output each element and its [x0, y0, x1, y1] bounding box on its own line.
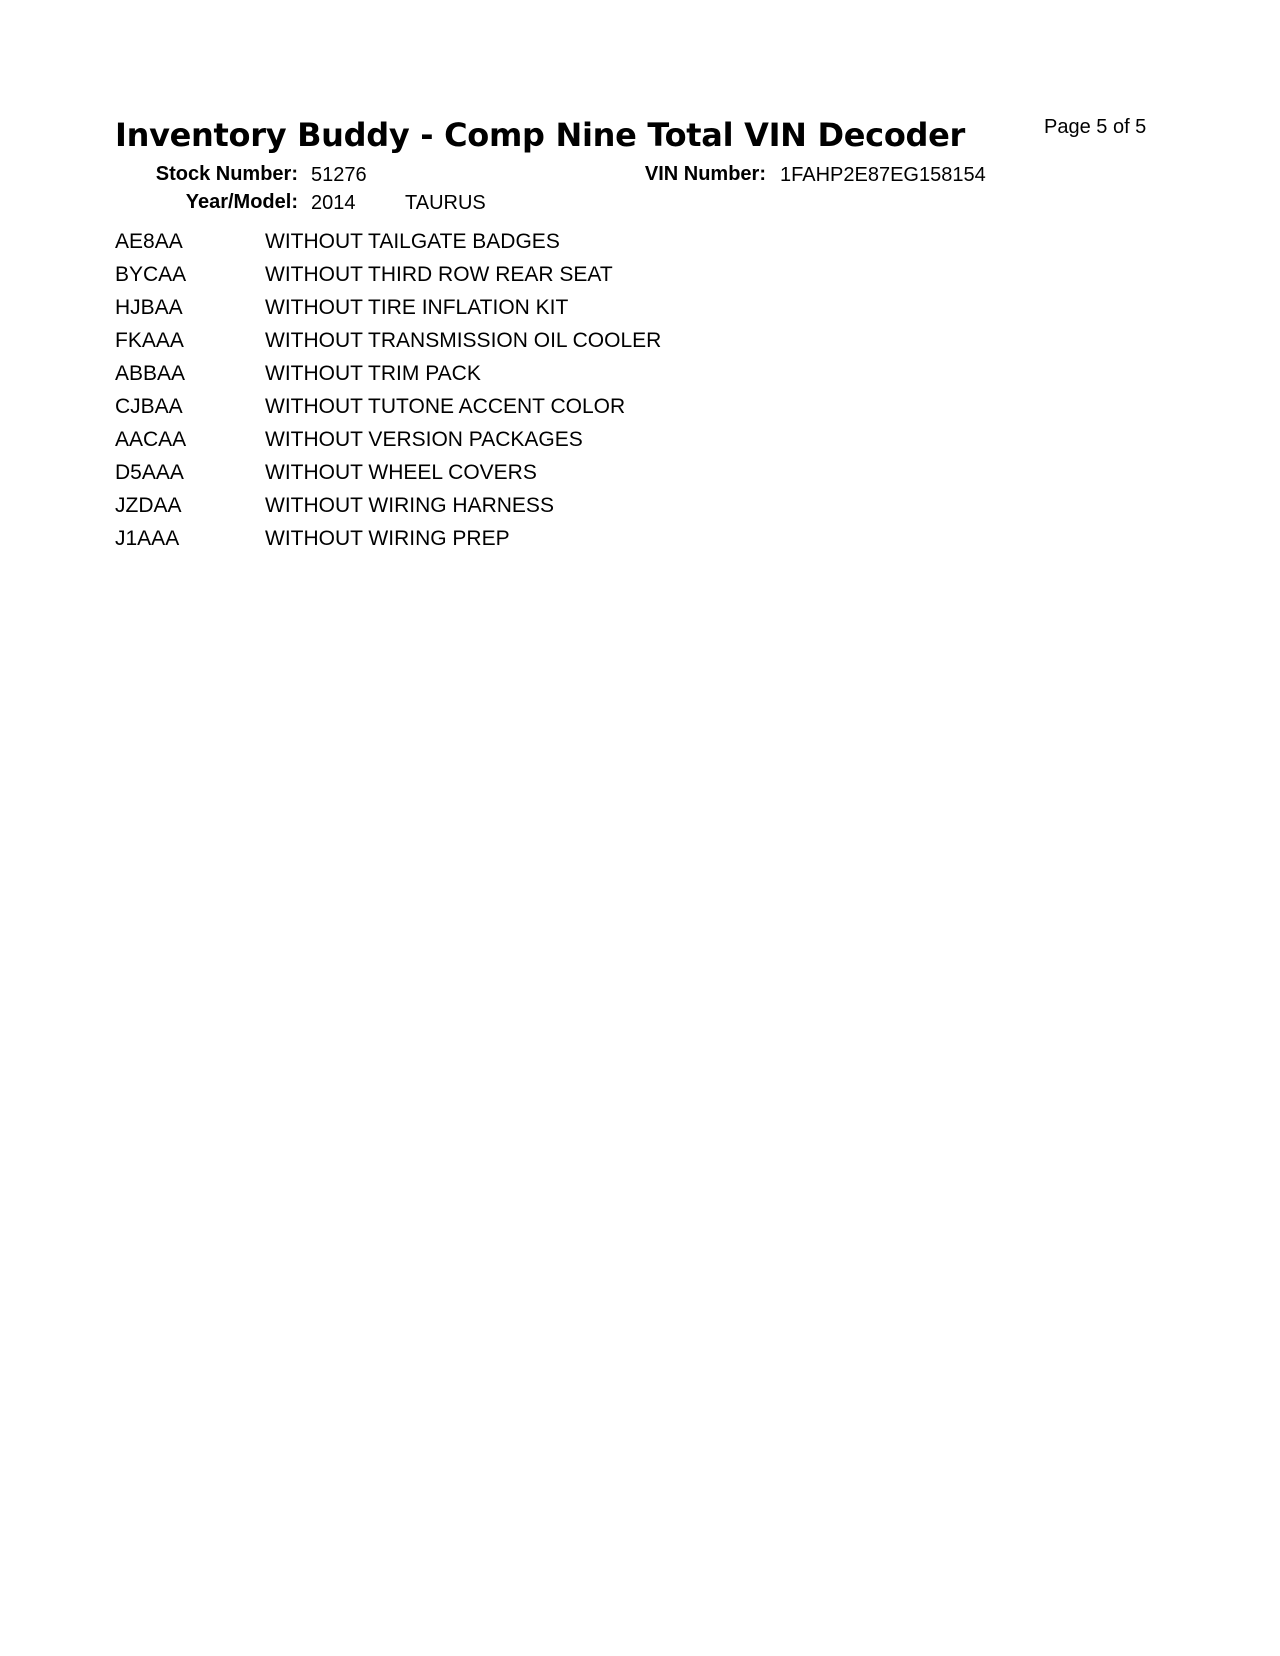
stock-number-label: Stock Number: — [155, 163, 298, 185]
option-code: HJBAA — [115, 296, 183, 319]
option-code: AACAA — [115, 428, 187, 451]
option-description: WITHOUT WIRING HARNESS — [265, 494, 554, 517]
option-description: WITHOUT WIRING PREP — [265, 527, 510, 550]
option-description: WITHOUT VERSION PACKAGES — [265, 428, 583, 451]
option-description: WITHOUT TIRE INFLATION KIT — [265, 296, 569, 319]
year-value: 2014 — [311, 192, 356, 214]
vin-number-label: VIN Number: — [644, 163, 766, 185]
option-description: WITHOUT TUTONE ACCENT COLOR — [265, 395, 626, 418]
option-description: WITHOUT TRANSMISSION OIL COOLER — [265, 329, 662, 352]
option-code: J1AAA — [115, 527, 180, 550]
option-code: ABBAA — [115, 362, 186, 385]
year-model-label: Year/Model: — [185, 191, 298, 213]
vin-number-value: 1FAHP2E87EG158154 — [780, 164, 986, 186]
option-code: BYCAA — [115, 263, 187, 286]
option-description: WITHOUT WHEEL COVERS — [265, 461, 537, 484]
stock-number-value: 51276 — [311, 164, 367, 186]
option-code: CJBAA — [115, 395, 183, 418]
option-description: WITHOUT TAILGATE BADGES — [265, 230, 560, 253]
option-code: D5AAA — [115, 461, 184, 484]
option-code: FKAAA — [115, 329, 184, 352]
model-value: TAURUS — [405, 192, 486, 214]
option-code: AE8AA — [115, 230, 183, 253]
option-description: WITHOUT THIRD ROW REAR SEAT — [265, 263, 613, 286]
option-code: JZDAA — [115, 494, 182, 517]
option-description: WITHOUT TRIM PACK — [265, 362, 481, 385]
document-title: Inventory Buddy - Comp Nine Total VIN Decoder — [115, 116, 966, 154]
page-indicator: Page 5 of 5 — [1044, 116, 1147, 138]
